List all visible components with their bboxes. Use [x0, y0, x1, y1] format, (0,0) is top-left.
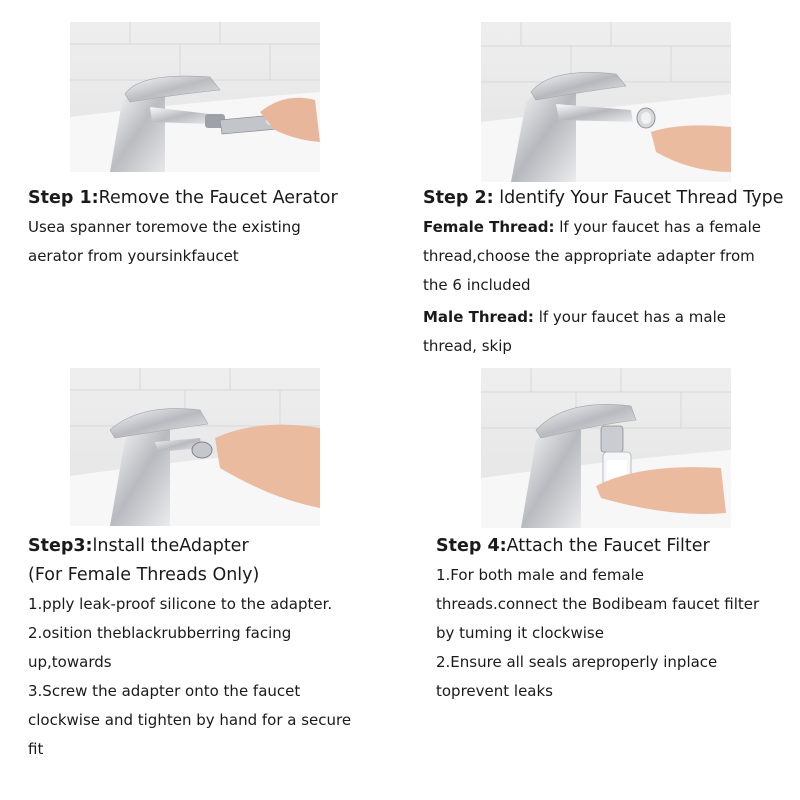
step-4-title-text: Attach the Faucet Filter — [506, 536, 710, 556]
male-thread-label: Male Thread: — [423, 308, 534, 326]
female-thread-text: lf your faucet has a female — [554, 218, 761, 236]
step-3-title-text: lnstall theAdapter — [92, 536, 249, 556]
step-4-title — [436, 532, 759, 561]
female-thread-line: the 6 included — [423, 276, 531, 294]
step-3-line: up,towards — [28, 653, 112, 671]
step-2-title-text: ldentify Your Faucet Thread Type — [493, 188, 784, 208]
step-1-title-text: Remove the Faucet Aerator — [98, 188, 338, 208]
step-3-line: fit — [28, 740, 44, 758]
step-3-section — [28, 532, 351, 764]
male-thread-line — [423, 303, 783, 332]
male-thread-line: thread, skip — [423, 337, 512, 355]
step-4-line: 2.Ensure all seals areproperly inplace — [436, 653, 718, 671]
step-2-title-label: Step 2: — [423, 188, 494, 208]
step-2-title — [423, 184, 783, 213]
step-1-title-label: Step 1: — [28, 188, 99, 208]
female-thread-label: Female Thread: — [423, 218, 555, 236]
step-3-line: clockwise and tighten by hand for a secure — [28, 711, 352, 729]
step-4-line: toprevent leaks — [436, 682, 553, 700]
step-3-title-label: Step3: — [28, 536, 93, 556]
female-thread-line — [423, 213, 783, 242]
step-3-line: 2.osition theblackrubberring facing — [28, 624, 292, 642]
step-1-section — [28, 184, 338, 271]
step-1-line: Usea spanner toremove the existing — [28, 218, 301, 236]
step-4-line: threads.connect the Bodibeam faucet filter — [436, 595, 760, 613]
step-3-line: 1.pply leak-proof silicone to the adapter. — [28, 595, 333, 613]
step-3-photo — [70, 368, 320, 526]
male-thread-text: lf your faucet has a male — [533, 308, 726, 326]
female-thread-line: thread,choose the appropriate adapter from — [423, 247, 755, 265]
faucet-aerator-illustration — [481, 22, 731, 182]
faucet-adapter-illustration — [70, 368, 320, 526]
step-2-photo — [481, 22, 731, 182]
step-4-photo — [481, 368, 731, 528]
step-4-line: 1.For both male and female — [436, 566, 645, 584]
step-4-line: by tuming it clockwise — [436, 624, 604, 642]
step-1-photo — [70, 22, 320, 172]
faucet-filter-illustration — [481, 368, 731, 528]
faucet-spanner-illustration — [70, 22, 320, 172]
step-3-line: 3.Screw the adapter onto the faucet — [28, 682, 301, 700]
step-1-line: aerator from yoursinkfaucet — [28, 247, 239, 265]
step-3-title — [28, 532, 351, 561]
step-4-title-label: Step 4: — [436, 536, 507, 556]
step-1-title — [28, 184, 338, 213]
step-3-subtitle: (For Female Threads Only) — [28, 565, 260, 585]
step-2-section — [423, 184, 783, 361]
step-4-section — [436, 532, 759, 706]
